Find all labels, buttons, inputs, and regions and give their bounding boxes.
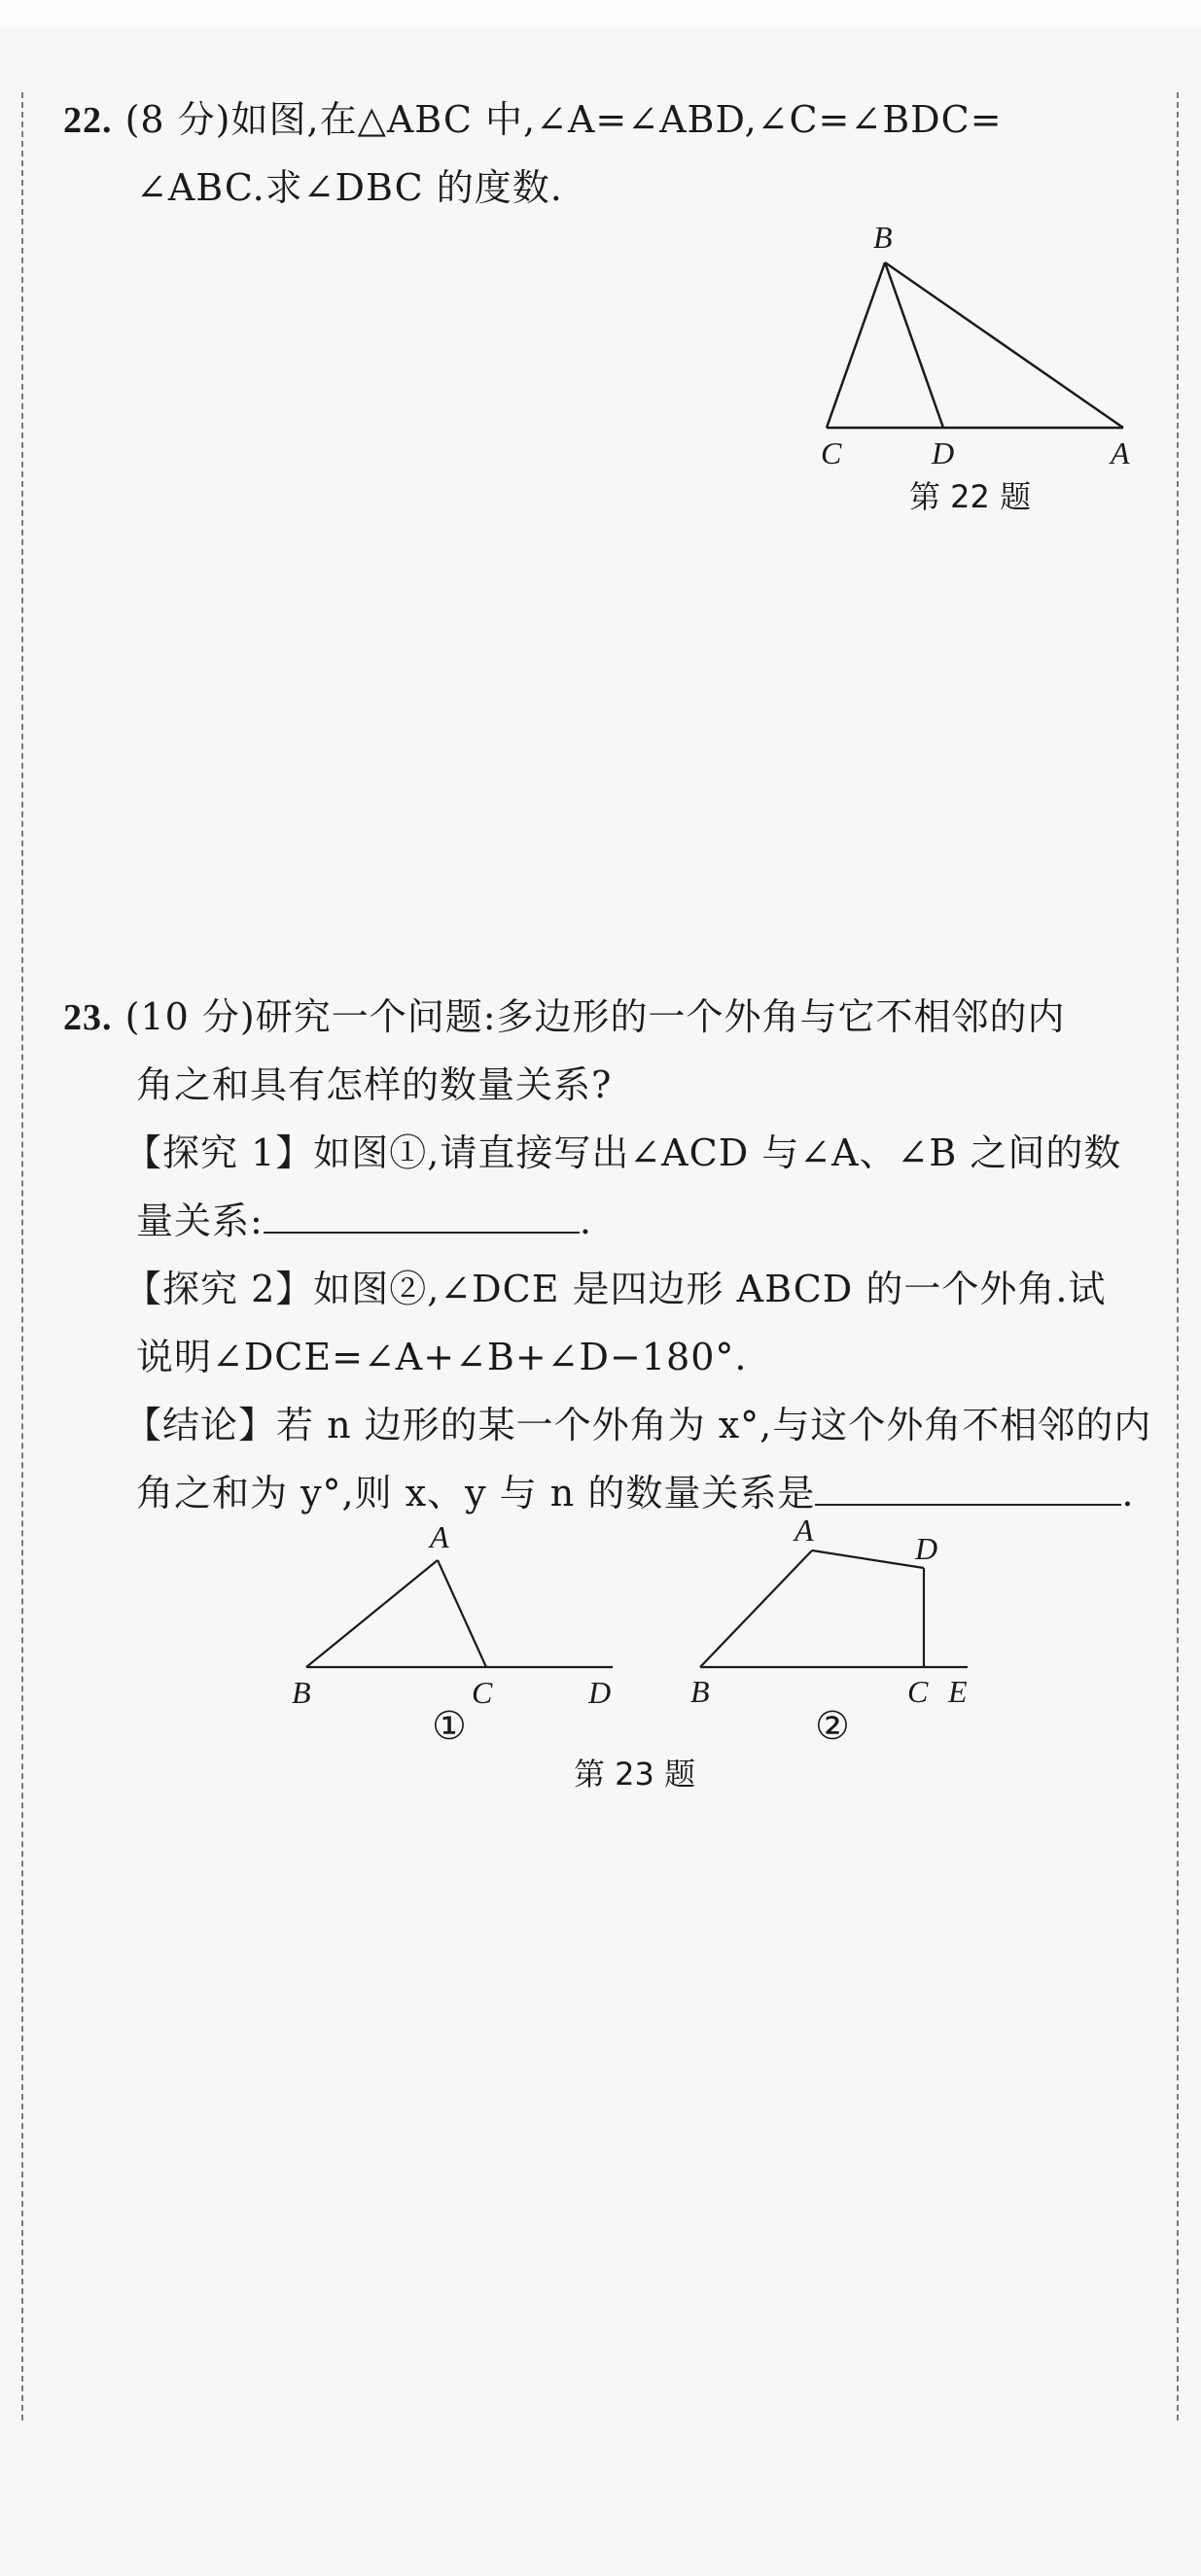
q23-figure-caption: 第 23 题 — [574, 1756, 696, 1793]
q23-figure-2 — [686, 1512, 997, 1709]
q23-conclusion-line2 — [136, 1463, 1134, 1516]
fig2-segment-ad — [812, 1550, 924, 1568]
q22-segment-ba — [885, 262, 1123, 428]
q22-score: (8 分) — [124, 98, 231, 141]
q23-explore2 — [124, 1259, 1106, 1312]
q22-stem-1: 如图,在△ABC 中,∠A=∠ABD,∠C=∠BDC= — [230, 98, 1003, 141]
fig2-point-e: E — [948, 1674, 968, 1709]
q23-conclusion-text: 若 n 边形的某一个外角为 x°,与这个外角不相邻的内 — [276, 1404, 1152, 1446]
fig1-point-c: C — [472, 1675, 493, 1710]
q23-figure-1-label: ① — [432, 1704, 467, 1749]
q23-explore1-line2 — [136, 1191, 592, 1244]
fig1-point-b: B — [292, 1675, 311, 1710]
q22-segment-bd — [885, 262, 943, 428]
q22-point-b: B — [873, 220, 893, 255]
q23-conclusion — [124, 1395, 1151, 1448]
q23-explore2-tag: 【探究 2】 — [124, 1268, 314, 1310]
q23-explore1-lead: 量关系: — [136, 1200, 264, 1242]
q23-explore1 — [124, 1123, 1121, 1176]
q23-stem-1: 研究一个问题:多边形的一个外角与它不相邻的内 — [255, 995, 1066, 1038]
q22-point-a: A — [1111, 435, 1130, 470]
fig2-point-b: B — [690, 1674, 710, 1709]
q23-conclusion-lead: 角之和为 y°,则 x、y 与 n 的数量关系是 — [136, 1472, 816, 1514]
q22-line-2: ∠ABC.求∠DBC 的度数. — [136, 166, 563, 209]
q23-answer-blank-1[interactable] — [264, 1202, 580, 1234]
fig1-point-a: A — [430, 1519, 449, 1554]
fig1-segment-ac — [438, 1560, 486, 1667]
q23-conclusion-end: . — [1121, 1472, 1135, 1514]
fig2-point-d: D — [915, 1531, 938, 1566]
q22-figure-caption: 第 22 题 — [909, 478, 1032, 515]
fig2-segment-ba — [700, 1550, 812, 1667]
q23-line-2: 角之和具有怎样的数量关系? — [136, 1063, 613, 1106]
q23-explore2-line2: 说明∠DCE=∠A+∠B+∠D−180°. — [136, 1336, 748, 1378]
q22-segment-bc — [827, 262, 885, 428]
q22-point-c: C — [821, 435, 842, 470]
q23-explore1-text: 如图①,请直接写出∠ACD 与∠A、∠B 之间的数 — [313, 1131, 1122, 1174]
q23-number: 23. — [63, 997, 113, 1038]
q23-conclusion-tag: 【结论】 — [124, 1404, 277, 1446]
q22-line-1 — [63, 89, 1003, 143]
q22-point-d: D — [932, 435, 955, 470]
q23-answer-blank-2[interactable] — [815, 1475, 1121, 1506]
q23-figure-1 — [282, 1516, 632, 1711]
q22-number: 22. — [63, 100, 113, 141]
fig1-point-d: D — [588, 1675, 612, 1710]
q23-line-1 — [63, 987, 1066, 1040]
q22-figure — [807, 219, 1138, 471]
q23-figure-2-label: ② — [815, 1704, 850, 1749]
q23-score: (10 分) — [124, 995, 256, 1038]
right-cut-line — [1177, 92, 1179, 2420]
q23-explore1-end: . — [579, 1200, 592, 1242]
top-margin — [0, 0, 1201, 27]
q23-explore2-text: 如图②,∠DCE 是四边形 ABCD 的一个外角.试 — [313, 1268, 1107, 1310]
fig2-point-c: C — [907, 1674, 929, 1709]
q23-explore1-tag: 【探究 1】 — [124, 1131, 314, 1174]
fig2-point-a: A — [795, 1513, 814, 1548]
fig1-segment-ab — [306, 1560, 438, 1667]
left-cut-line — [21, 92, 23, 2420]
